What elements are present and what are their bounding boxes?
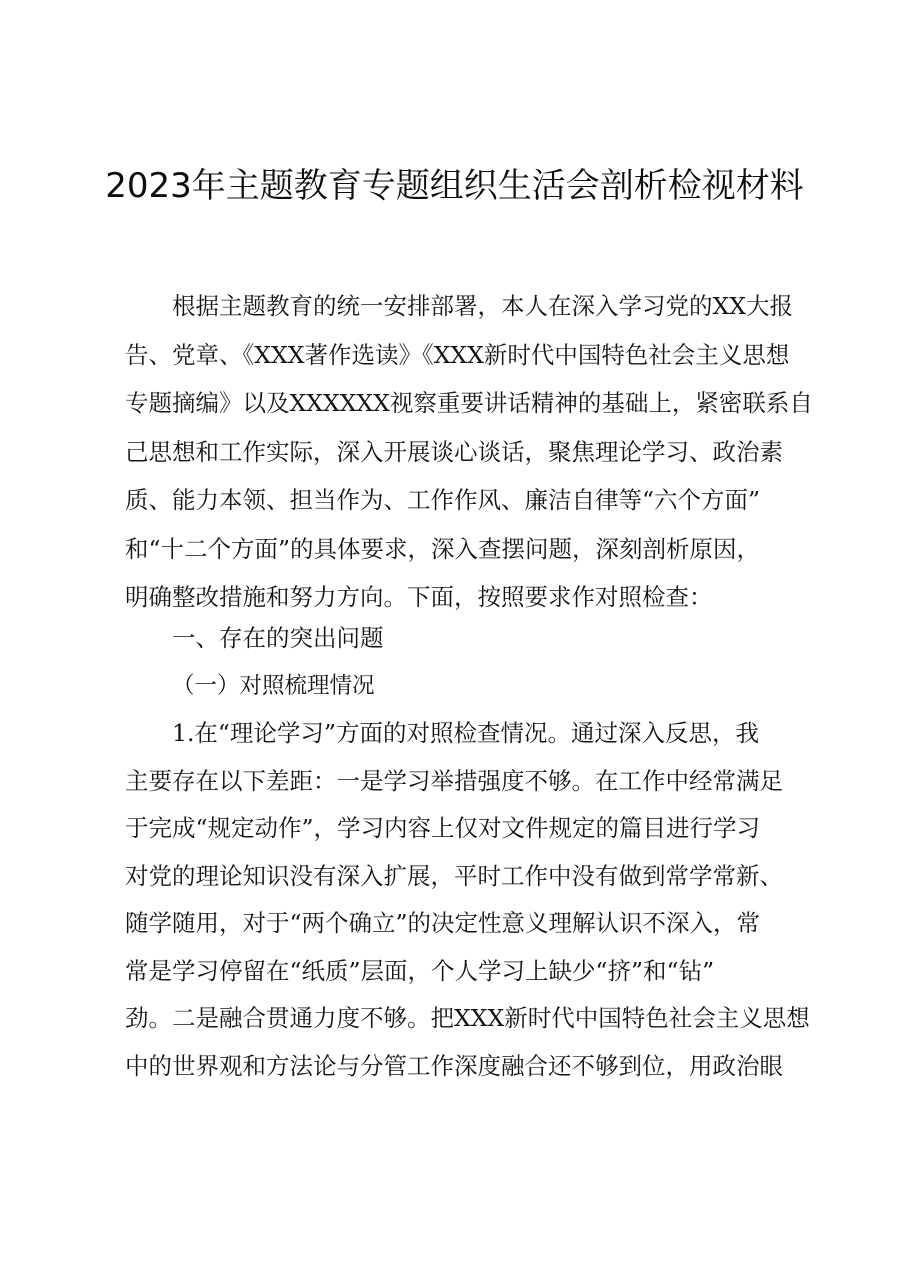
section-line: 对党的理论知识没有深入扩展，平时工作中没有做到常学常新、 [125,861,783,890]
section-paragraph [125,710,825,1090]
intro-line: 质、能力本领、担当作为、工作作风、廉洁自律等“六个方面” [125,486,761,514]
document-title: 2023年主题教育专题组织生活会剖析检视材料 [105,166,804,206]
section-line: 劲。二是融合贯通力度不够。把XXX新时代中国特色社会主义思想 [125,1004,810,1032]
section-line: 1.在“理论学习”方面的对照检查情况。通过深入反思，我 [172,719,759,747]
intro-line: 根据主题教育的统一安排部署，本人在深入学习党的XX大报 [172,292,793,320]
intro-line: 专题摘编》以及XXXXXX视察重要讲话精神的基础上，紧密联系自 [125,389,813,417]
intro-line: 己思想和工作实际，深入开展谈心谈话，聚焦理论学习、政治素 [125,437,783,466]
section-heading: 一、存在的突出问题 [172,624,384,652]
section-line: 于完成“规定动作”，学习内容上仅对文件规定的篇目进行学习 [125,814,761,842]
section-line: 常是学习停留在“纸质”层面，个人学习上缺少“挤”和“钻” [125,956,715,985]
subsection-heading: （一）对照梳理情况 [172,673,375,699]
section-line: 主要存在以下差距：一是学习举措强度不够。在工作中经常满足 [125,766,783,795]
section-line: 随学随用，对于“两个确立”的决定性意义理解认识不深入，常 [125,909,761,937]
intro-line: 明确整改措施和努力方向。下面，按照要求作对照检查： [125,583,713,611]
intro-line: 告、党章、《XXX著作选读》《XXX新时代中国特色社会主义思想 [125,340,790,369]
intro-paragraph [125,282,825,622]
intro-line: 和“十二个方面”的具体要求，深入查摆问题，深刻剖析原因， [125,534,761,563]
section-line: 中的世界观和方法论与分管工作深度融合还不够到位，用政治眼 [125,1051,783,1080]
